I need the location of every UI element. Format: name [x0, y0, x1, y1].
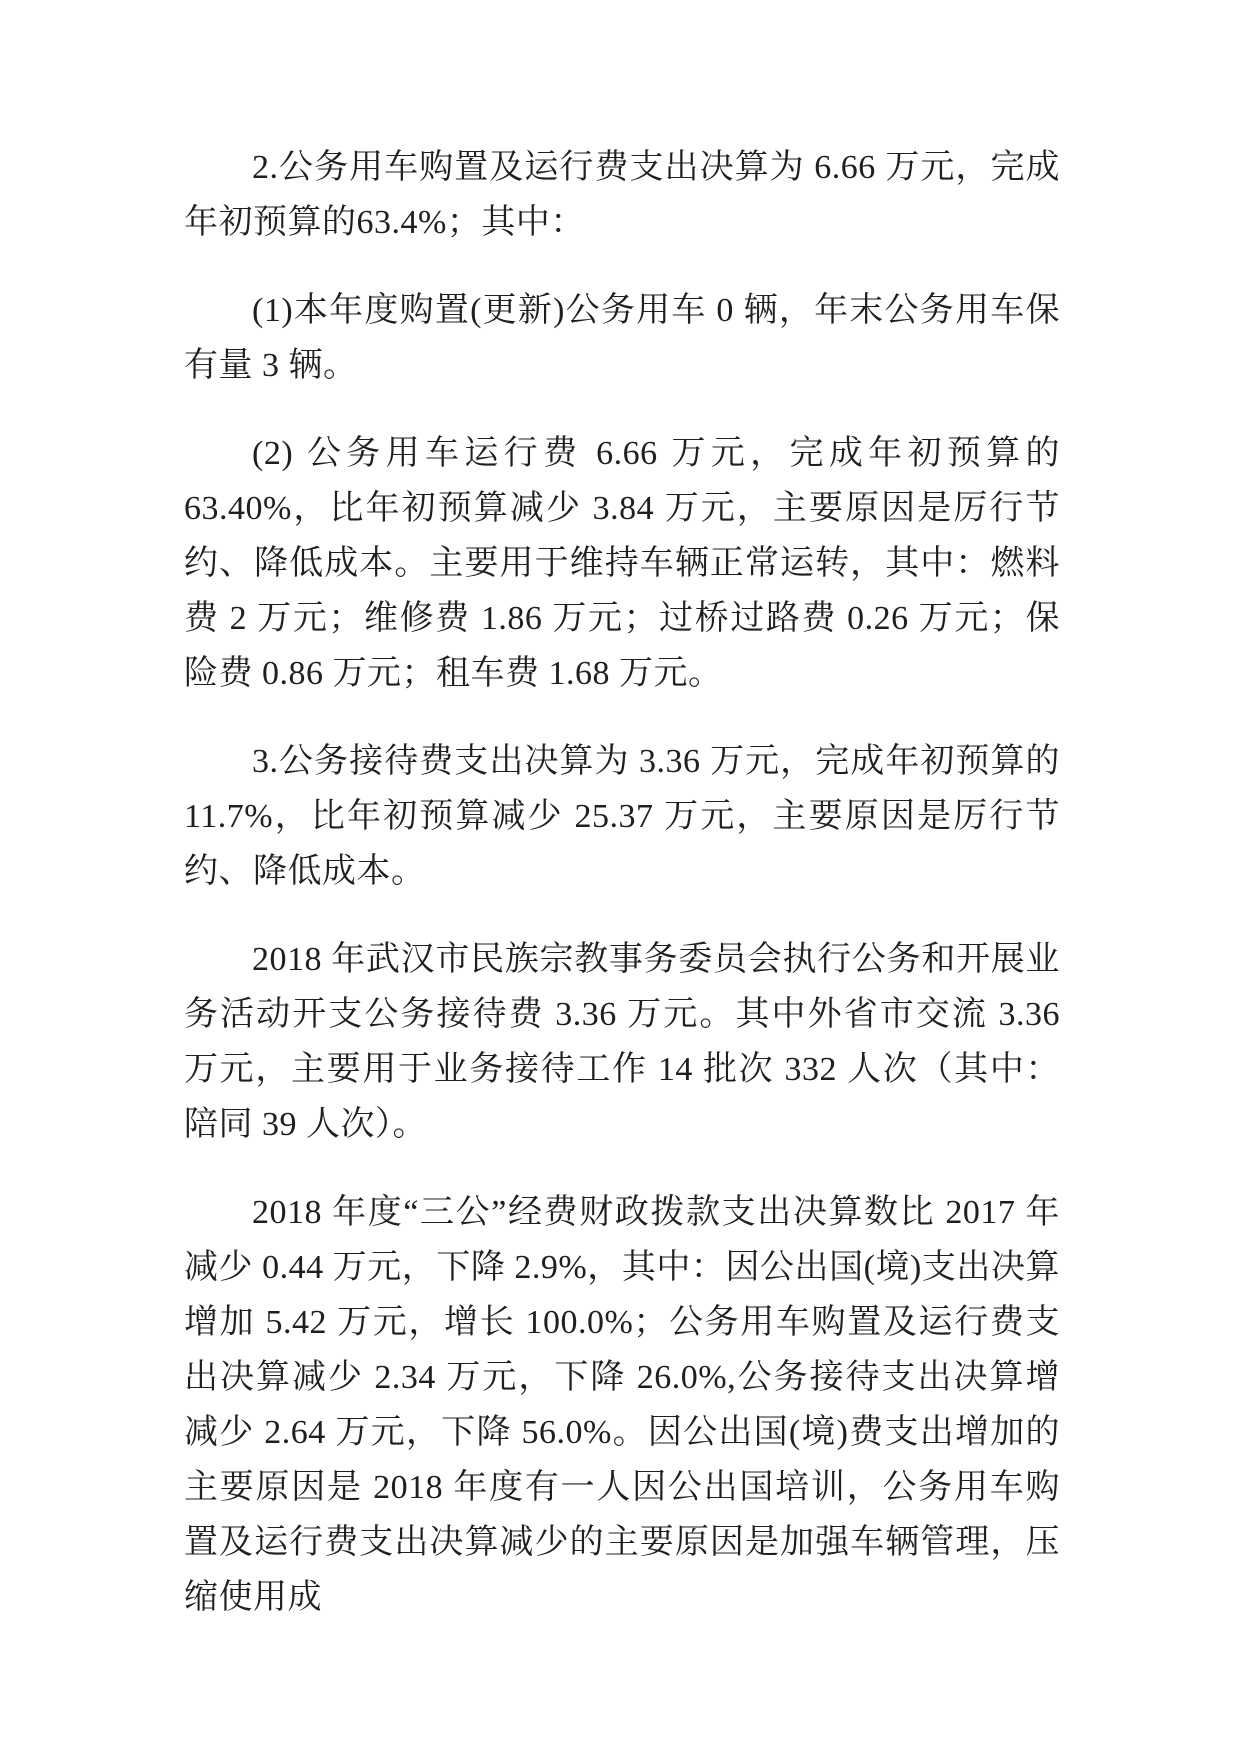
paragraph-vehicle-expense-total: 2.公务用车购置及运行费支出决算为 6.66 万元，完成年初预算的63.4%；其中： [184, 149, 1060, 241]
paragraph-reception-expense-total: 3.公务接待费支出决算为 3.36 万元，完成年初预算的11.7%，比年初预算减少 25.37 万元，主要原因是厉行节约、降低成本。 [184, 743, 1060, 890]
paragraph-reception-detail: 2018 年武汉市民族宗教事务委员会执行公务和开展业务活动开支公务接待费 3.36 万元。其中外省市交流 3.36 万元，主要用于业务接待工作 14 批次 332 人次（其中：陪同 39 人次）。 [184, 941, 1060, 1143]
paragraph-year-over-year-comparison: 2018 年度“三公”经费财政拨款支出决算数比 2017 年减少 0.44 万元，下降 2.9%，其中：因公出国(境)支出决算增加 5.42 万元，增长 100.0%；公务用车购置及运行费支出决算减少 2.34 万元，下降 26.0%,公务接待支出决算增减少 2.64 万元，下降 56.0%。因公出国(境)费支出增加的主要原因是 2018 年度有一人因公出国培训，公务用车购置及运行费支出决算减少的主要原因是加强车辆管理，压缩使用成 [184, 1194, 1060, 1616]
paragraph-vehicle-purchase: (1)本年度购置(更新)公务用车 0 辆，年末公务用车保有量 3 辆。 [184, 292, 1060, 384]
paragraph-vehicle-operating-cost: (2) 公务用车运行费 6.66 万元，完成年初预算的63.40%，比年初预算减少 3.84 万元，主要原因是厉行节约、降低成本。主要用于维持车辆正常运转，其中：燃料费 2 万元；维修费 1.86 万元；过桥过路费 0.26 万元；保险费 0.86 万元；租车费 1.68 万元。 [184, 435, 1060, 692]
document-body [184, 140, 1060, 1625]
